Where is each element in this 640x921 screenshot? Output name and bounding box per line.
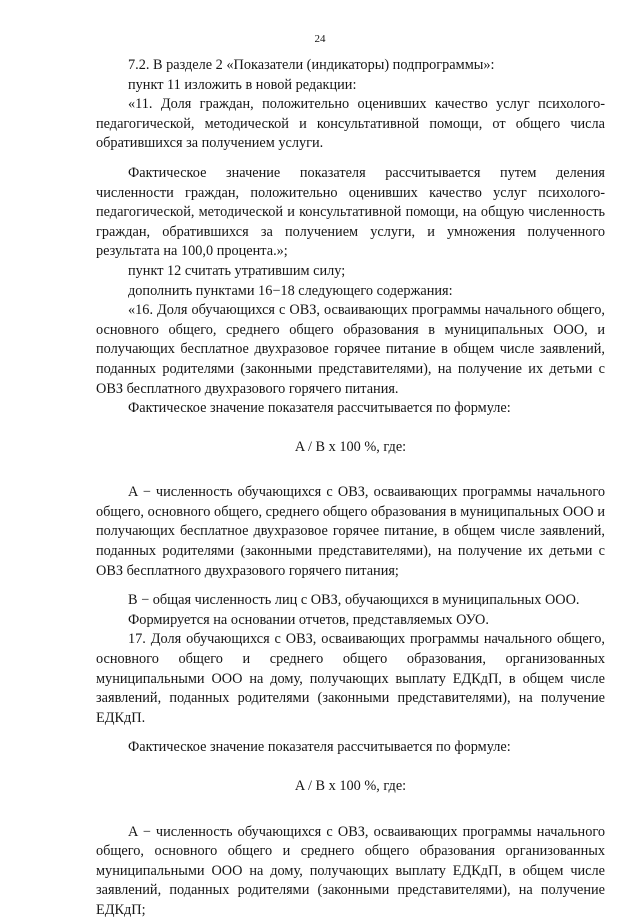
formula-1: A / B x 100 %, где:: [294, 438, 407, 455]
formula-2: A / B x 100 %, где:: [294, 778, 407, 794]
paragraph-item-11-calculation: Фактическое значение показателя рассчитывается путем деления численности граждан, положительно оценивших качество услуг психолого-педагогической, методической и консультативной помощи, на общую численность граждан, обратившихся за получением услуги, и умножения полученного результата на 100,0 процента.»;: [96, 164, 605, 260]
paragraph-item-11: «11. Доля граждан, положительно оценивших качество услуг психолого-педагогической, методической и консультативной помощи, от общего числа обратившихся за получением услуги.: [96, 96, 605, 152]
document-body: [96, 56, 605, 921]
paragraph-add-items-instruction: дополнить пунктами 16−18 следующего содержания:: [128, 282, 453, 299]
paragraph-item-11-instruction: пункт 11 изложить в новой редакции:: [128, 76, 357, 93]
paragraph-source-note: Формируется на основании отчетов, представляемых ОУО.: [128, 611, 489, 628]
paragraph-definition-a-2: A − численность обучающихся с ОВЗ, осваивающих программы начального общего, основного общего и среднего общего образования организованных муниципальными ООО на дому, получающих выплату ЕДКдП, в общем числе заявлений, поданных родителями (законными представителями), на получение ЕДКдП;: [96, 823, 605, 918]
paragraph-formula-intro-1: Фактическое значение показателя рассчитывается по формуле:: [128, 400, 511, 417]
page-number: 24: [314, 33, 326, 45]
paragraph-section-heading: 7.2. В разделе 2 «Показатели (индикаторы) подпрограммы»:: [128, 57, 495, 73]
paragraph-item-12-instruction: пункт 12 считать утратившим силу;: [128, 262, 346, 279]
paragraph-formula-intro-2: Фактическое значение показателя рассчитывается по формуле:: [128, 739, 511, 756]
paragraph-definition-a-1: A − численность обучающихся с ОВЗ, осваивающих программы начального общего, основного общего, среднего общего образования в муниципальных ООО и получающих бесплатное двухразовое горячее питание, в общем числе заявлений, поданных родителями (законными представителями), на получение их детьми с ОВЗ бесплатного двухразового горячего питания;: [96, 484, 605, 579]
paragraph-definition-b-1: B − общая численность лиц с ОВЗ, обучающихся в муниципальных ООО.: [128, 592, 580, 609]
paragraph-item-16: «16. Доля обучающихся с ОВЗ, осваивающих программы начального общего, основного общего, среднего общего образования в муниципальных ООО, и получающих бесплатное двухразовое горячее питание в общем числе заявлений, поданных родителями (законными представителями), на получение их детьми с ОВЗ бесплатного двухразового горячего питания.: [96, 302, 605, 397]
paragraph-item-17: 17. Доля обучающихся с ОВЗ, осваивающих программы начального общего, основного общего и среднего общего образования, организованных муниципальными ООО на дому, получающих выплату ЕДКдП, в общем числе заявлений, поданных родителями (законными представителями), на получение ЕДКдП.: [96, 631, 605, 726]
